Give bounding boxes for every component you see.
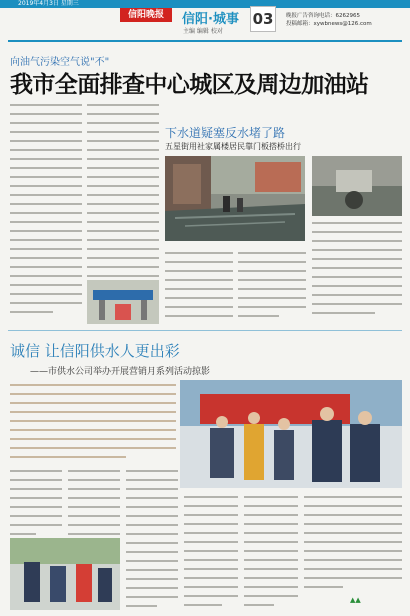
article2-body-col3 bbox=[126, 470, 178, 614]
drain-photo bbox=[312, 156, 402, 216]
article1b-subheadline: 五星街用社家属楼居民靠门板搭桥出行 bbox=[165, 142, 301, 151]
article2-body-col4 bbox=[184, 496, 238, 613]
article2-lead-box bbox=[10, 384, 176, 462]
article1b-body-col3 bbox=[312, 222, 402, 321]
gas-station-photo bbox=[87, 280, 159, 324]
article1-kicker: 向油气污染空气说"不" bbox=[10, 57, 110, 68]
article2-divider bbox=[8, 330, 402, 331]
article1b-body-col1 bbox=[165, 252, 233, 324]
header-divider bbox=[8, 40, 402, 42]
article1-body-col1 bbox=[10, 104, 82, 320]
service-event-photo bbox=[180, 380, 402, 488]
contact-phone: 晚报广告咨询电话：6262965 bbox=[286, 13, 360, 19]
issue-date: 2019年4月3日 星期三 bbox=[18, 0, 79, 7]
article2-body-col1 bbox=[10, 470, 62, 542]
paper-logo: 信阳晚报 bbox=[120, 8, 172, 22]
article1b-headline: 下水道疑塞反水堵了路 bbox=[165, 126, 286, 140]
article2-body-col6 bbox=[304, 496, 402, 595]
section-tags: 主编 编辑 校对 bbox=[183, 28, 223, 35]
water-company-logo: ▲▲ bbox=[350, 596, 361, 604]
section-title: 信阳·城事 bbox=[182, 12, 239, 27]
flooded-street-photo bbox=[165, 156, 305, 241]
article2-body-col2 bbox=[68, 470, 120, 542]
contact-email: 投稿邮箱：xywbnews@126.com bbox=[286, 21, 372, 27]
article1-headline: 我市全面排查中心城区及周边加油站 bbox=[10, 71, 369, 98]
page-number: 03 bbox=[250, 6, 276, 32]
contact-info bbox=[286, 12, 372, 28]
article1b-body-col2 bbox=[238, 252, 306, 324]
article2-subheadline: ——市供水公司举办开展营销月系列活动掠影 bbox=[30, 367, 211, 377]
street-service-photo bbox=[10, 538, 120, 610]
article2-body-col5 bbox=[244, 496, 298, 613]
article2-headline: 诚信 让信阳供水人更出彩 bbox=[10, 342, 180, 360]
